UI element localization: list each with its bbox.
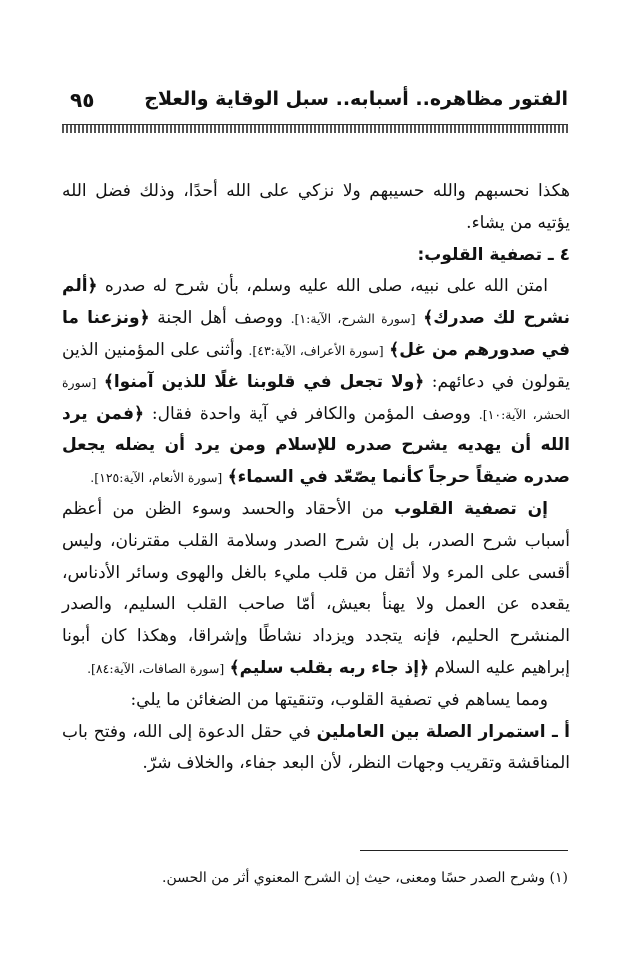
item-a-label: أ ـ استمرار الصلة بين العاملين: [316, 721, 570, 742]
p2-quran-1: ﴿إذ جاء ربه بقلب سليم﴾: [229, 657, 430, 678]
p1-ref-4: [سورة الأنعام، الآية:١٢٥].: [90, 470, 223, 486]
p1-text-1: امتن الله على نبيه، صلى الله عليه وسلم، بأن شرح له صدره: [104, 276, 548, 297]
item-a-text: في حقل الدعوة إلى الله، وفتح باب المناقشة وتقريب وجهات النظر، لأن البعد جفاء، والخلاف شرّ.: [62, 721, 570, 774]
p1-quran-4: ﴿فمن يرد الله أن يهديه يشرح صدره للإسلام ومن يرد أن يضله يجعل صدره ضيقاً حرجاً كأنما يصّعّد في السماء﴾: [62, 403, 570, 488]
footnote: [62, 868, 568, 888]
p1-quran-1: ﴿ألم نشرح لك صدرك﴾: [62, 276, 570, 329]
paragraph-2: [62, 494, 570, 685]
page-body: [62, 176, 570, 780]
page-number: ٩٥: [70, 88, 95, 112]
running-header: [62, 88, 568, 118]
paragraph-1: [62, 271, 570, 494]
footnote-marker: (١): [549, 870, 568, 886]
footnote-text: وشرح الصدر حسًا ومعنى، حيث إن الشرح المعنوي أثر من الحسن.: [162, 870, 546, 886]
p1-text-2: ووصف أهل الجنة: [157, 308, 283, 329]
paragraph-3: ومما يساهم في تصفية القلوب، وتنقيتها من الضغائن ما يلي:: [130, 689, 548, 710]
p1-quran-3: ﴿ولا تجعل في قلوبنا غلًا للذين آمنوا﴾: [103, 371, 425, 392]
p2-lead: إن تصفية القلوب: [394, 498, 548, 519]
p1-ref-2: [سورة الأعراف، الآية:٤٣].: [248, 342, 384, 358]
p1-ref-1: [سورة الشرح، الآية:١].: [290, 311, 416, 327]
p2-ref-1: [سورة الصافات، الآية:٨٤].: [87, 660, 225, 676]
header-title: الفتور مظاهره.. أسبابه.. سبل الوقاية والعلاج: [144, 88, 568, 110]
footnote-divider: [360, 850, 568, 851]
section-heading: ٤ ـ تصفية القلوب:: [417, 244, 570, 265]
header-divider: [62, 124, 568, 133]
p1-quran-2: ﴿ونزعنا ما في صدورهم من غل﴾: [62, 308, 571, 360]
list-item-a: [62, 717, 570, 781]
intro-line: هكذا نحسبهم والله حسيبهم ولا نزكي على الله أحدًا، وذلك فضل الله يؤتيه من يشاء.: [62, 181, 570, 233]
p2-text: من الأحقاد والحسد وسوء الظن من أعظم أسباب شرح الصدر، بل إن شرح الصدر وسلامة القلب مقترنان، وليس أقسى على المرء ولا أثقل من قلب مليء بالغل والهوى وسائر الأدناس، يقعده عن العمل ولا يهنأ بعيش، أمّا صاحب القلب السليم، والصدر المنشرح الحليم، فإنه يتجدد ويزداد نشاطًا وإشراقا، وهكذا كان أبونا إبراهيم عليه السلام: [62, 498, 570, 678]
p1-text-4: ووصف المؤمن والكافر في آية واحدة فقال:: [151, 403, 471, 424]
p1-text-3: وأثنى على المؤمنين الذين يقولون في دعائهم:: [62, 339, 571, 392]
p1-ref-3: [سورة الحشر، الآية:١٠].: [62, 374, 571, 422]
